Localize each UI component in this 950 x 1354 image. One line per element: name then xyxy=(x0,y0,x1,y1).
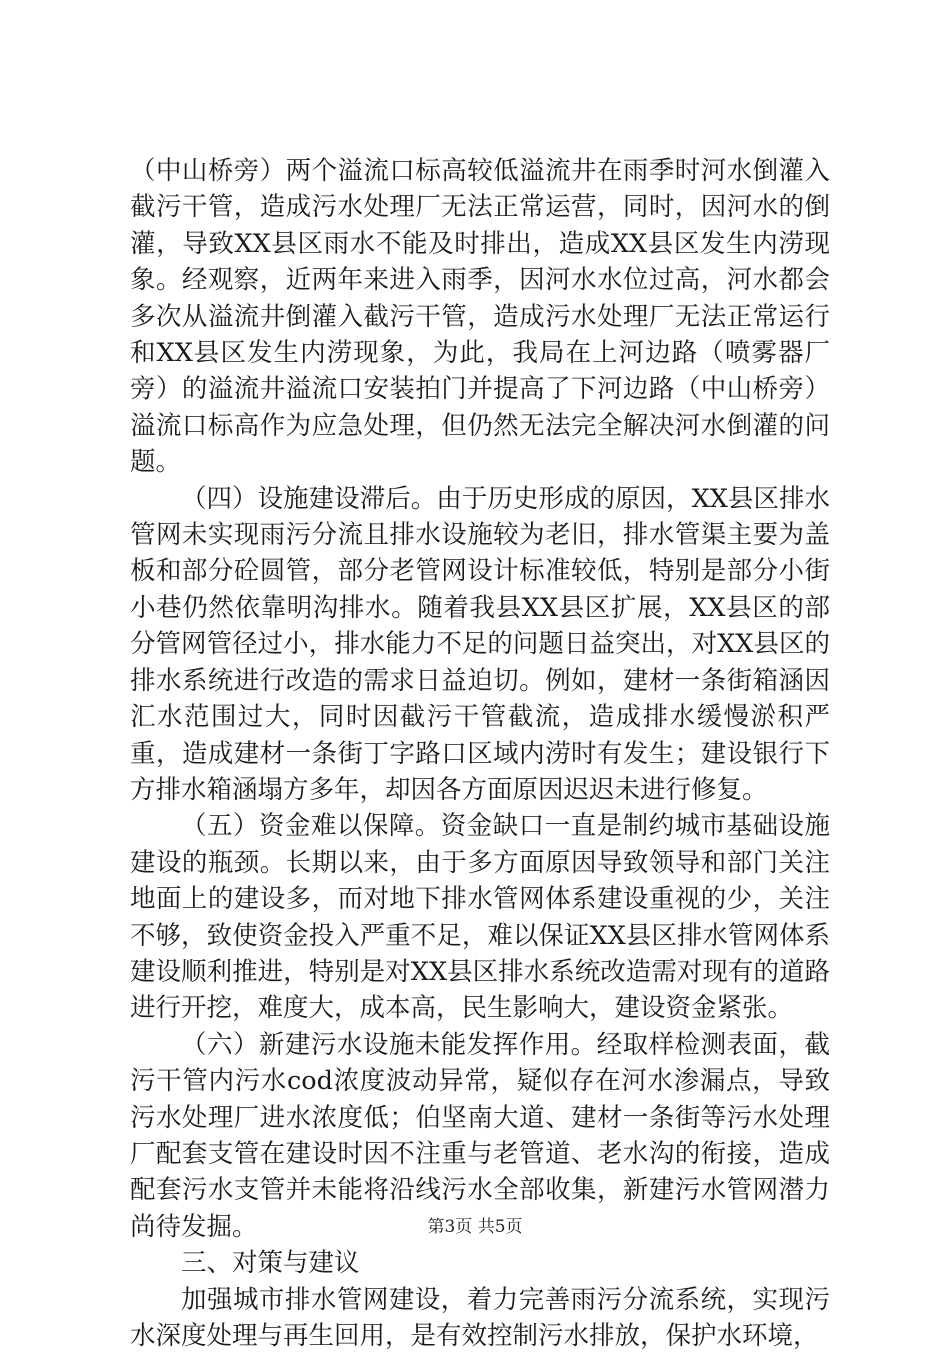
paragraph-countermeasures-intro: 加强城市排水管网建设，着力完善雨污分流系统，实现污水深度处理与再生回用，是有效控制污水排放，保护水环境， xyxy=(130,1284,830,1351)
section-heading-countermeasures: 三、对策与建议 xyxy=(181,1248,360,1279)
paragraph-continuation: （中山桥旁）两个溢流口标高较低溢流井在雨季时河水倒灌入截污干管，造成污水处理厂无法正常运营，同时，因河水的倒灌，导致XX县区雨水不能及时排出，造成XX县区发生内涝现象。经观察，近两年来进入雨季，因河水水位过高，河水都会多次从溢流井倒灌入截污干管，造成污水处理厂无法正常运行和XX县区发生内涝现象，为此，我局在上河边路（喷雾器厂旁）的溢流井溢流口安装拍门并提高了下河边路（中山桥旁）溢流口标高作为应急处理，但仍然无法完全解决河水倒灌的问题。 xyxy=(130,156,830,478)
paragraph-new-sewage-facilities: （六）新建污水设施未能发挥作用。经取样检测表面，截污干管内污水cod浓度波动异常，疑似存在河水渗漏点，导致污水处理厂进水浓度低；伯坚南大道、建材一条街等污水处理厂配套支管在建设时因不注重与老管道、老水沟的衔接，造成配套污水支管并未能将沿线污水全部收集，新建污水管网潜力尚待发掘。 xyxy=(130,1029,830,1242)
page-number-footer: 第3页 共5页 xyxy=(427,1217,523,1237)
paragraph-facility-construction: （四）设施建设滞后。由于历史形成的原因，XX县区排水管网未实现雨污分流且排水设施较为老旧，排水管渠主要为盖板和部分砼圆管，部分老管网设计标准较低，特别是部分小街小巷仍然依靠明沟排水。随着我县XX县区扩展，XX县区的部分管网管径过小，排水能力不足的问题日益突出，对XX县区的排水系统进行改造的需求日益迫切。例如，建材一条街箱涵因汇水范围过大，同时因截污干管截流，造成排水缓慢淤积严重，造成建材一条街丁字路口区域内涝时有发生；建设银行下方排水箱涵塌方多年，却因各方面原因迟迟未进行修复。 xyxy=(130,483,830,805)
paragraph-funding: （五）资金难以保障。资金缺口一直是制约城市基础设施建设的瓶颈。长期以来，由于多方面原因导致领导和部门关注地面上的建设多，而对地下排水管网体系建设重视的少，关注不够，致使资金投入严重不足，难以保证XX县区排水管网体系建设顺利推进，特别是对XX县区排水系统改造需对现有的道路进行开挖，难度大，成本高，民生影响大，建设资金紧张。 xyxy=(130,811,830,1024)
document-body xyxy=(130,153,830,1354)
